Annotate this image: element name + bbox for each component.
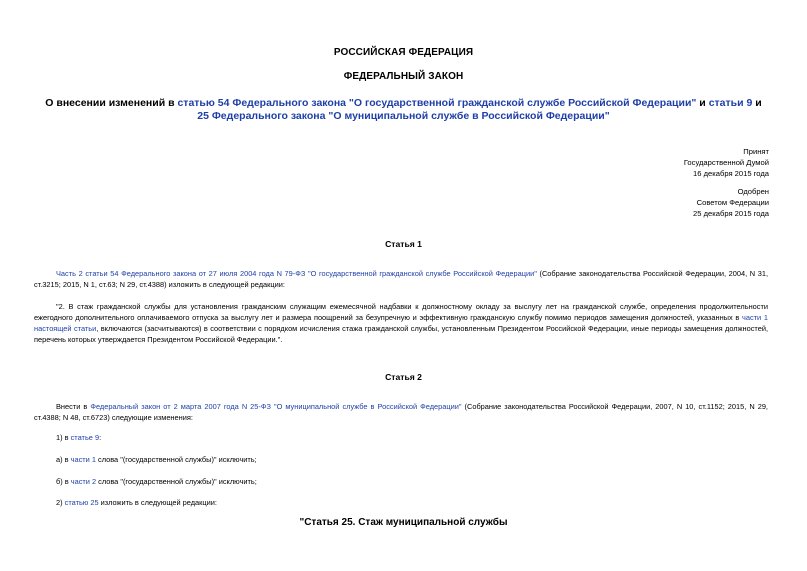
part-1-link[interactable]: части 1 [70, 455, 96, 464]
article-25-municipal-link[interactable]: 25 Федерального закона "О муниципальной службе в Российской Федерации" [197, 110, 610, 122]
article-54-link[interactable]: статью 54 Федерального закона "О государственной гражданской службе Российской Федерации" [177, 97, 697, 109]
adoption-federation-council: Одобрен Советом Федерации 25 декабря 2015 года [693, 187, 769, 218]
part-2-link[interactable]: части 2 [70, 477, 97, 486]
article-1-heading: Статья 1 [385, 239, 422, 249]
federal-law-25fz-link[interactable]: Федеральный закон от 2 марта 2007 года N 25-ФЗ "О муниципальной службе в Российской Федерации" [90, 402, 462, 411]
article-9-link[interactable]: статьи 9 [708, 97, 753, 109]
article-1-paragraph-1: Часть 2 статьи 54 Федерального закона от 27 июля 2004 года N 79-ФЗ "О государственной гражданской службе Российской Федерации" (Собрание законодательства Российской Федерации, 2004, N 31, ст.3215; 2015, N 1, ст.63; N 29, ст.4388) изложить в следующей редакции: [34, 269, 769, 289]
part-2-article-54-link[interactable]: Часть 2 статьи 54 Федерального закона от 27 июля 2004 года N 79-ФЗ "О государственной гражданской службе Российской Федерации" [56, 269, 537, 278]
list-item-2: 2) статью 25 изложить в следующей редакции: [56, 498, 217, 507]
article-2-intro: Внести в Федеральный закон от 2 марта 2007 года N 25-ФЗ "О муниципальной службе в Российской Федерации" (Собрание законодательства Российской Федерации, 2007, N 10, ст.1152; 2015, N 29, ст.4388; N 48, ст.6723) следующие изменения: [34, 402, 768, 422]
article-25-item-link[interactable]: статью 25 [64, 498, 99, 507]
law-type-heading: ФЕДЕРАЛЬНЫЙ ЗАКОН [343, 71, 464, 82]
list-item-1b: б) в части 2 слова "(государственной службы)" исключить; [56, 477, 257, 486]
law-title: О внесении изменений в статью 54 Федерального закона "О государственной гражданской службе Российской Федерации" и статьи 9 и 25 Федерального закона "О муниципальной службе в Российской Федерации" [45, 97, 762, 122]
article-25-heading: "Статья 25. Стаж муниципальной службы [299, 517, 508, 528]
list-item-1: 1) в статье 9: [56, 433, 102, 442]
article-1-paragraph-2: "2. В стаж гражданской службы для установления гражданским служащим ежемесячной надбавки к должностному окладу за выслугу лет на гражданской службе, определения продолжительности ежегодного дополнительного оплачиваемого отпуска за выслугу лет и размера поощрений за безупречную и эффективную гражданскую службу помимо периодов замещения должностей, указанных в части 1 настоящей статьи, включаются (засчитываются) в соответствии с порядком исчисления стажа гражданской службы, установленным Президентом Российской Федерации, иные периоды замещения должностей, перечень которых утверждается Президентом Российской Федерации.". [34, 302, 769, 344]
article-2-heading: Статья 2 [385, 372, 422, 382]
list-item-1a: а) в части 1 слова "(государственной службы)" исключить; [56, 455, 257, 464]
part-1-this-article-link[interactable]: части 1 настоящей статьи [34, 313, 768, 333]
article-9-item-link[interactable]: статье 9 [70, 433, 100, 442]
country-heading: РОССИЙСКАЯ ФЕДЕРАЦИЯ [333, 47, 474, 58]
adoption-duma: Принят Государственной Думой 16 декабря 2015 года [683, 147, 769, 178]
